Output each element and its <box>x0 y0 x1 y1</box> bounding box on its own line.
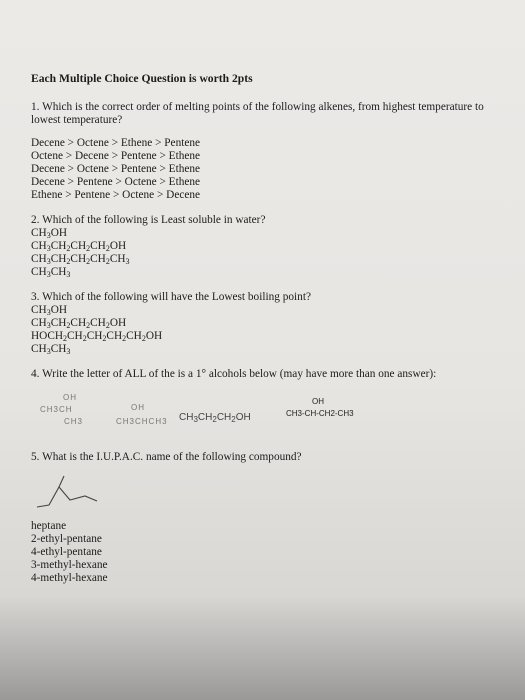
question-5-text: 5. What is the I.U.P.A.C. name of the following compound? <box>31 451 302 463</box>
question-3-options <box>31 304 511 356</box>
structure-a-oh: OH <box>63 393 77 402</box>
q5-option: heptane <box>31 520 67 532</box>
structure-c-chain: $CH_3CH_2CH_2OH$ <box>179 412 251 424</box>
q2-option: $CH_3CH_3$ <box>31 266 71 279</box>
q5-option: 4-ethyl-pentane <box>31 546 102 558</box>
q5-option: 4-methyl-hexane <box>31 572 108 584</box>
structure-d-oh: OH <box>312 397 324 406</box>
alcohol-structures <box>31 389 511 429</box>
q1-option: Decene > Octene > Ethene > Pentene <box>31 137 201 149</box>
structure-a-chain: CH3CH <box>40 405 73 414</box>
skeletal-structure <box>33 470 107 514</box>
q3-option: $CH_3CH_2CH_2CH_2OH$ <box>31 317 127 330</box>
question-5 <box>31 451 511 585</box>
question-2-options <box>31 227 511 279</box>
worksheet-heading: Each Multiple Choice Question is worth 2pts <box>31 72 253 85</box>
worksheet <box>31 72 511 585</box>
q5-option: 2-ethyl-pentane <box>31 533 102 545</box>
question-3 <box>31 291 511 356</box>
question-5-options <box>31 520 511 585</box>
question-1-options <box>31 137 511 202</box>
q3-option: $CH_3OH$ <box>31 304 68 317</box>
q1-option: Decene > Octene > Pentene > Ethene <box>31 163 201 175</box>
question-4-text: 4. Write the letter of ALL of the is a 1° alcohols below (may have more than one answer): <box>31 368 437 380</box>
structure-a-methyl: CH3 <box>64 417 84 426</box>
question-2 <box>31 214 511 279</box>
structure-b-oh: OH <box>131 403 145 412</box>
question-3-text: 3. Which of the following will have the Lowest boiling point? <box>31 291 311 303</box>
q3-option: $CH_3CH_3$ <box>31 343 71 356</box>
q1-option: Decene > Pentene > Octene > Ethene <box>31 176 201 188</box>
question-1-text: 1. Which is the correct order of melting points of the following alkenes, from highest temperature to lowest temperature? <box>31 101 484 126</box>
q2-option: $CH_3OH$ <box>31 227 68 240</box>
structure-d-chain: CH3-CH-CH2-CH3 <box>286 409 354 418</box>
q2-option: $CH_3CH_2CH_2CH_2OH$ <box>31 240 127 253</box>
q2-option: $CH_3CH_2CH_2CH_2CH_3$ <box>31 253 130 266</box>
q1-option: Octene > Decene > Pentene > Ethene <box>31 150 201 162</box>
question-4 <box>31 368 511 429</box>
structure-b-chain: CH3CHCH3 <box>116 417 168 426</box>
q5-option: 3-methyl-hexane <box>31 559 108 571</box>
question-2-text: 2. Which of the following is Least soluble in water? <box>31 214 266 226</box>
q1-option: Ethene > Pentene > Octene > Decene <box>31 189 201 201</box>
question-1 <box>31 101 511 202</box>
q3-option: $HOCH_2CH_2CH_2CH_2CH_2OH$ <box>31 330 163 343</box>
